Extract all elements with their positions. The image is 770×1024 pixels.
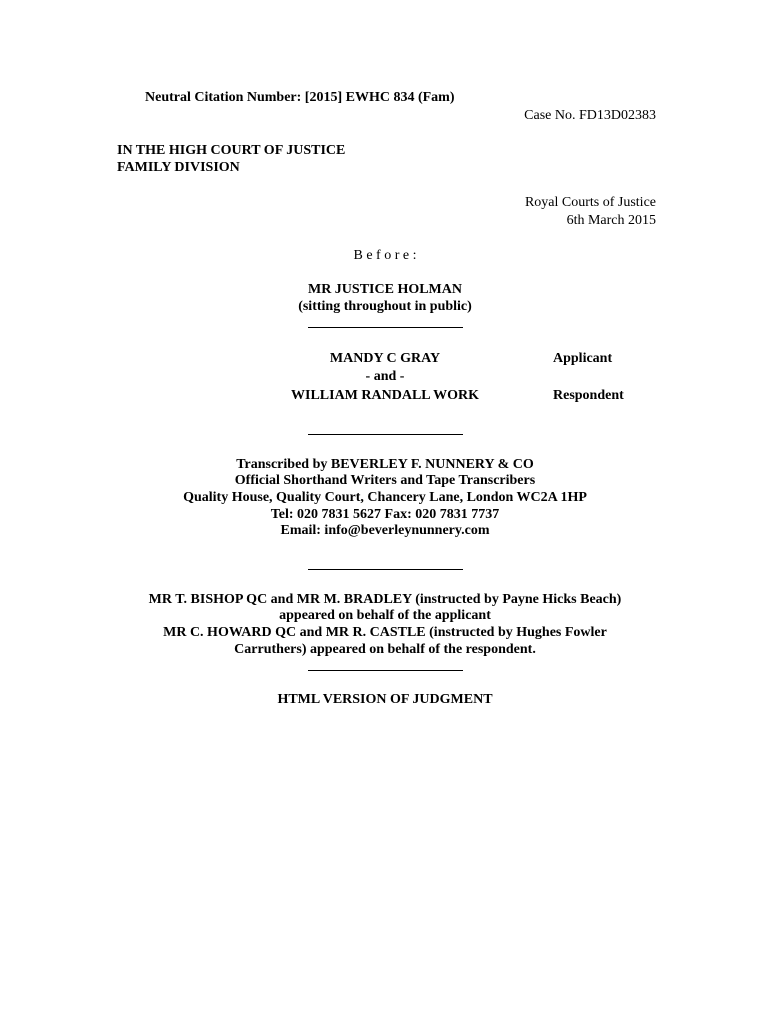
transcriber-line-1: Transcribed by BEVERLEY F. NUNNERY & CO bbox=[236, 457, 534, 472]
court-division: FAMILY DIVISION bbox=[117, 160, 240, 175]
divider-rule bbox=[308, 569, 463, 570]
and-separator: - and - bbox=[365, 369, 405, 384]
counsel-line-4: Carruthers) appeared on behalf of the respondent. bbox=[234, 642, 536, 657]
judge-name: MR JUSTICE HOLMAN bbox=[307, 282, 462, 297]
counsel-line-3: MR C. HOWARD QC and MR R. CASTLE (instructed by Hughes Fowler bbox=[163, 625, 607, 640]
applicant-name: MANDY C GRAY bbox=[329, 351, 441, 366]
respondent-name: WILLIAM RANDALL WORK bbox=[291, 388, 479, 403]
transcriber-line-3: Quality House, Quality Court, Chancery Lane, London WC2A 1HP bbox=[183, 490, 587, 505]
transcriber-line-4: Tel: 020 7831 5627 Fax: 020 7831 7737 bbox=[270, 507, 500, 522]
venue-place: Royal Courts of Justice bbox=[524, 195, 656, 210]
applicant-role: Applicant bbox=[553, 351, 613, 366]
respondent-role: Respondent bbox=[553, 388, 624, 403]
before-label: B e f o r e : bbox=[353, 248, 417, 263]
court-name: IN THE HIGH COURT OF JUSTICE bbox=[117, 143, 346, 158]
hearing-date: 6th March 2015 bbox=[566, 213, 656, 228]
transcriber-line-2: Official Shorthand Writers and Tape Transcribers bbox=[234, 473, 536, 488]
divider-rule bbox=[308, 670, 463, 671]
divider-rule bbox=[308, 434, 463, 435]
neutral-citation: Neutral Citation Number: [2015] EWHC 834 (Fam) bbox=[145, 90, 455, 105]
judgment-title: HTML VERSION OF JUDGMENT bbox=[277, 692, 493, 707]
divider-rule bbox=[308, 327, 463, 328]
case-number: Case No. FD13D02383 bbox=[524, 108, 656, 123]
judge-note: (sitting throughout in public) bbox=[298, 299, 472, 314]
counsel-line-2: appeared on behalf of the applicant bbox=[279, 608, 491, 623]
transcriber-line-5: Email: info@beverleynunnery.com bbox=[280, 523, 490, 538]
counsel-line-1: MR T. BISHOP QC and MR M. BRADLEY (instructed by Payne Hicks Beach) bbox=[148, 592, 622, 607]
